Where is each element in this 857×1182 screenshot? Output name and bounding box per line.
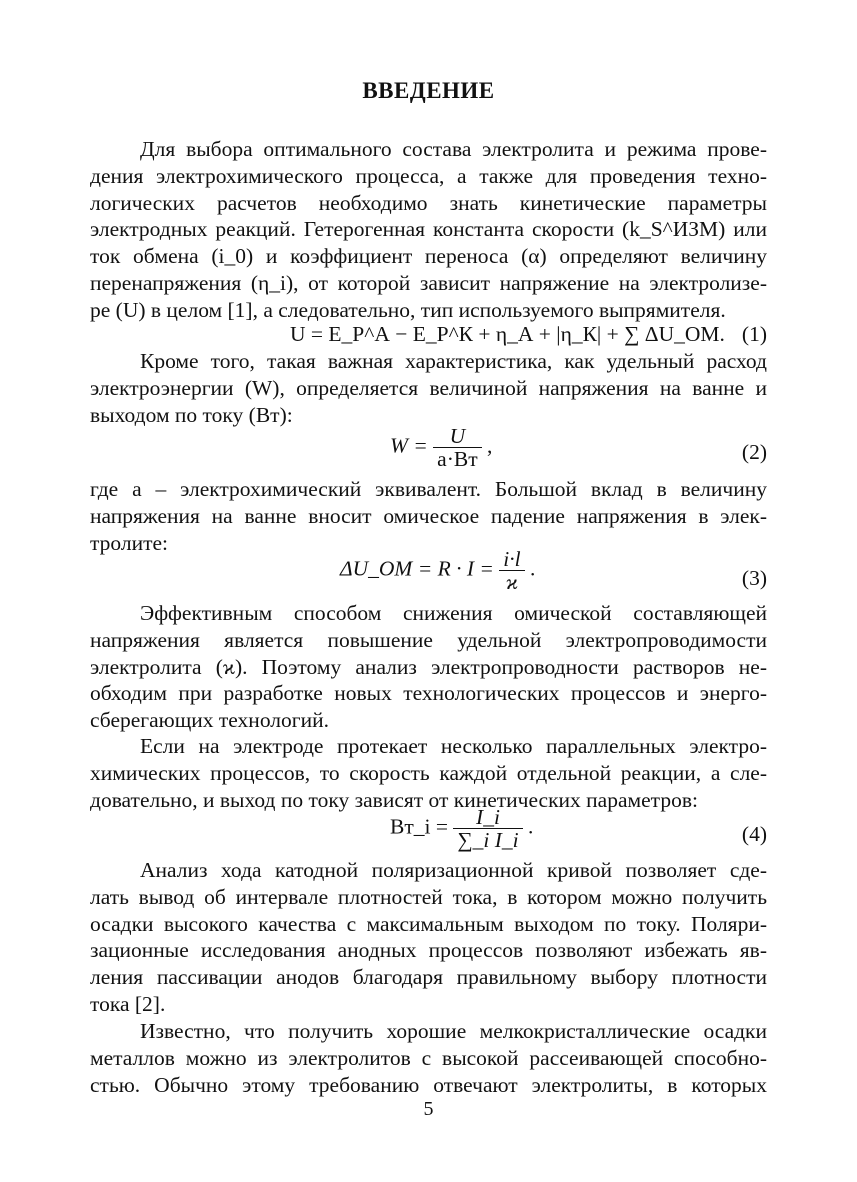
text-line: Анализ хода катодной поляризационной кривой позволяет сде-	[140, 858, 767, 882]
equation-1: U = E_Р^А − E_Р^К + η_А + |η_К| + ∑ ΔU_ОМ.	[290, 322, 725, 346]
text-line: напряжения на ванне вносит омическое падение напряжения в элек-	[90, 503, 767, 528]
equation-lhs: Вт_i =	[390, 814, 448, 839]
equation-tail: ,	[487, 433, 493, 458]
text-line: Известно, что получить хорошие мелкокристаллические осадки	[140, 1019, 767, 1043]
text-line: Эффективным способом снижения омической составляющей	[140, 601, 767, 625]
numerator: U	[433, 425, 481, 448]
equation-4	[390, 806, 533, 858]
text-line: электродных реакций. Гетерогенная константа скорости (k_S^ИЗМ) или	[90, 217, 767, 242]
text-line: ре (U) в целом [1], а следовательно, тип используемого выпрямителя.	[90, 297, 726, 322]
text-line: Кроме того, такая важная характеристика, как удельный расход	[140, 349, 767, 373]
paragraph-7	[90, 1018, 767, 1098]
text-line: химических процессов, то скорость каждой отдельной реакции, а сле-	[90, 760, 767, 785]
text-line: ток обмена (i_0) и коэффициент переноса (α) определяют величину	[90, 244, 767, 269]
paragraph-1	[90, 136, 767, 324]
page-heading: ВВЕДЕНИЕ	[362, 78, 495, 103]
equation-4-label: (4)	[741, 822, 767, 846]
fraction	[499, 548, 524, 593]
text-line: осадки высокого качества с максимальным выходом по току. Поляри-	[90, 911, 767, 936]
text-line: дения электрохимического процесса, а также для проведения техно-	[90, 163, 767, 188]
equation-lhs: W =	[390, 433, 428, 458]
paragraph-6	[90, 857, 767, 1018]
text-line: стью. Обычно этому требованию отвечают электролиты, в которых	[90, 1072, 767, 1097]
equation-3	[340, 548, 535, 598]
text-line: напряжения является повышение удельной электропроводимости	[90, 627, 767, 652]
paragraph-5	[90, 733, 767, 813]
text-line: тролите:	[90, 530, 169, 555]
numerator: I_i	[453, 806, 522, 829]
paragraph-2	[90, 348, 767, 428]
page-number: 5	[423, 1098, 434, 1120]
equation-2	[390, 425, 492, 475]
text-line: довательно, и выход по току зависят от кинетических параметров:	[90, 787, 698, 812]
text-line: логических расчетов необходимо знать кинетические параметры	[90, 190, 767, 215]
equation-2-label: (2)	[741, 440, 767, 464]
text-line: металлов можно из электролитов с высокой рассеивающей способно-	[90, 1045, 767, 1070]
equation-3-label: (3)	[741, 566, 767, 590]
text-line: ления пассивации анодов благодаря правильному выбору плотности	[90, 965, 767, 990]
text-line: выходом по току (Вт):	[90, 402, 293, 427]
denominator: ϰ	[505, 570, 518, 594]
text-line: тока [2].	[90, 991, 166, 1016]
denominator: ∑_i I_i	[457, 828, 519, 852]
fraction	[433, 425, 481, 470]
fraction	[453, 806, 522, 851]
denominator: a·Вт	[437, 447, 478, 471]
text-line: Если на электроде протекает несколько параллельных электро-	[140, 734, 767, 758]
equation-1-label: (1)	[741, 322, 767, 346]
text-line: электролита (ϰ). Поэтому анализ электропроводности растворов не-	[90, 654, 767, 679]
text-line: электроэнергии (W), определяется величиной напряжения на ванне и	[90, 375, 767, 400]
text-line: Для выбора оптимального состава электролита и режима прове-	[140, 137, 767, 161]
equation-lhs: ΔU_ОМ = R · I =	[340, 556, 494, 581]
equation-tail: .	[529, 556, 536, 581]
text-line: сберегающих технологий.	[90, 708, 329, 733]
equation-tail: .	[528, 814, 534, 839]
paragraph-3	[90, 476, 767, 556]
text-line: лать вывод об интервале плотностей тока, в котором можно получить	[90, 884, 767, 909]
numerator: i·l	[499, 548, 524, 571]
text-line: обходим при разработке новых технологических процессов и энерго-	[90, 681, 767, 706]
paragraph-4	[90, 600, 767, 734]
text-line: зационные исследования анодных процессов позволяют избежать яв-	[90, 938, 767, 963]
text-line: перенапряжения (η_i), от которой зависит напряжение на электролизе-	[90, 270, 767, 295]
text-line: где a – электрохимический эквивалент. Большой вклад в величину	[90, 477, 767, 501]
